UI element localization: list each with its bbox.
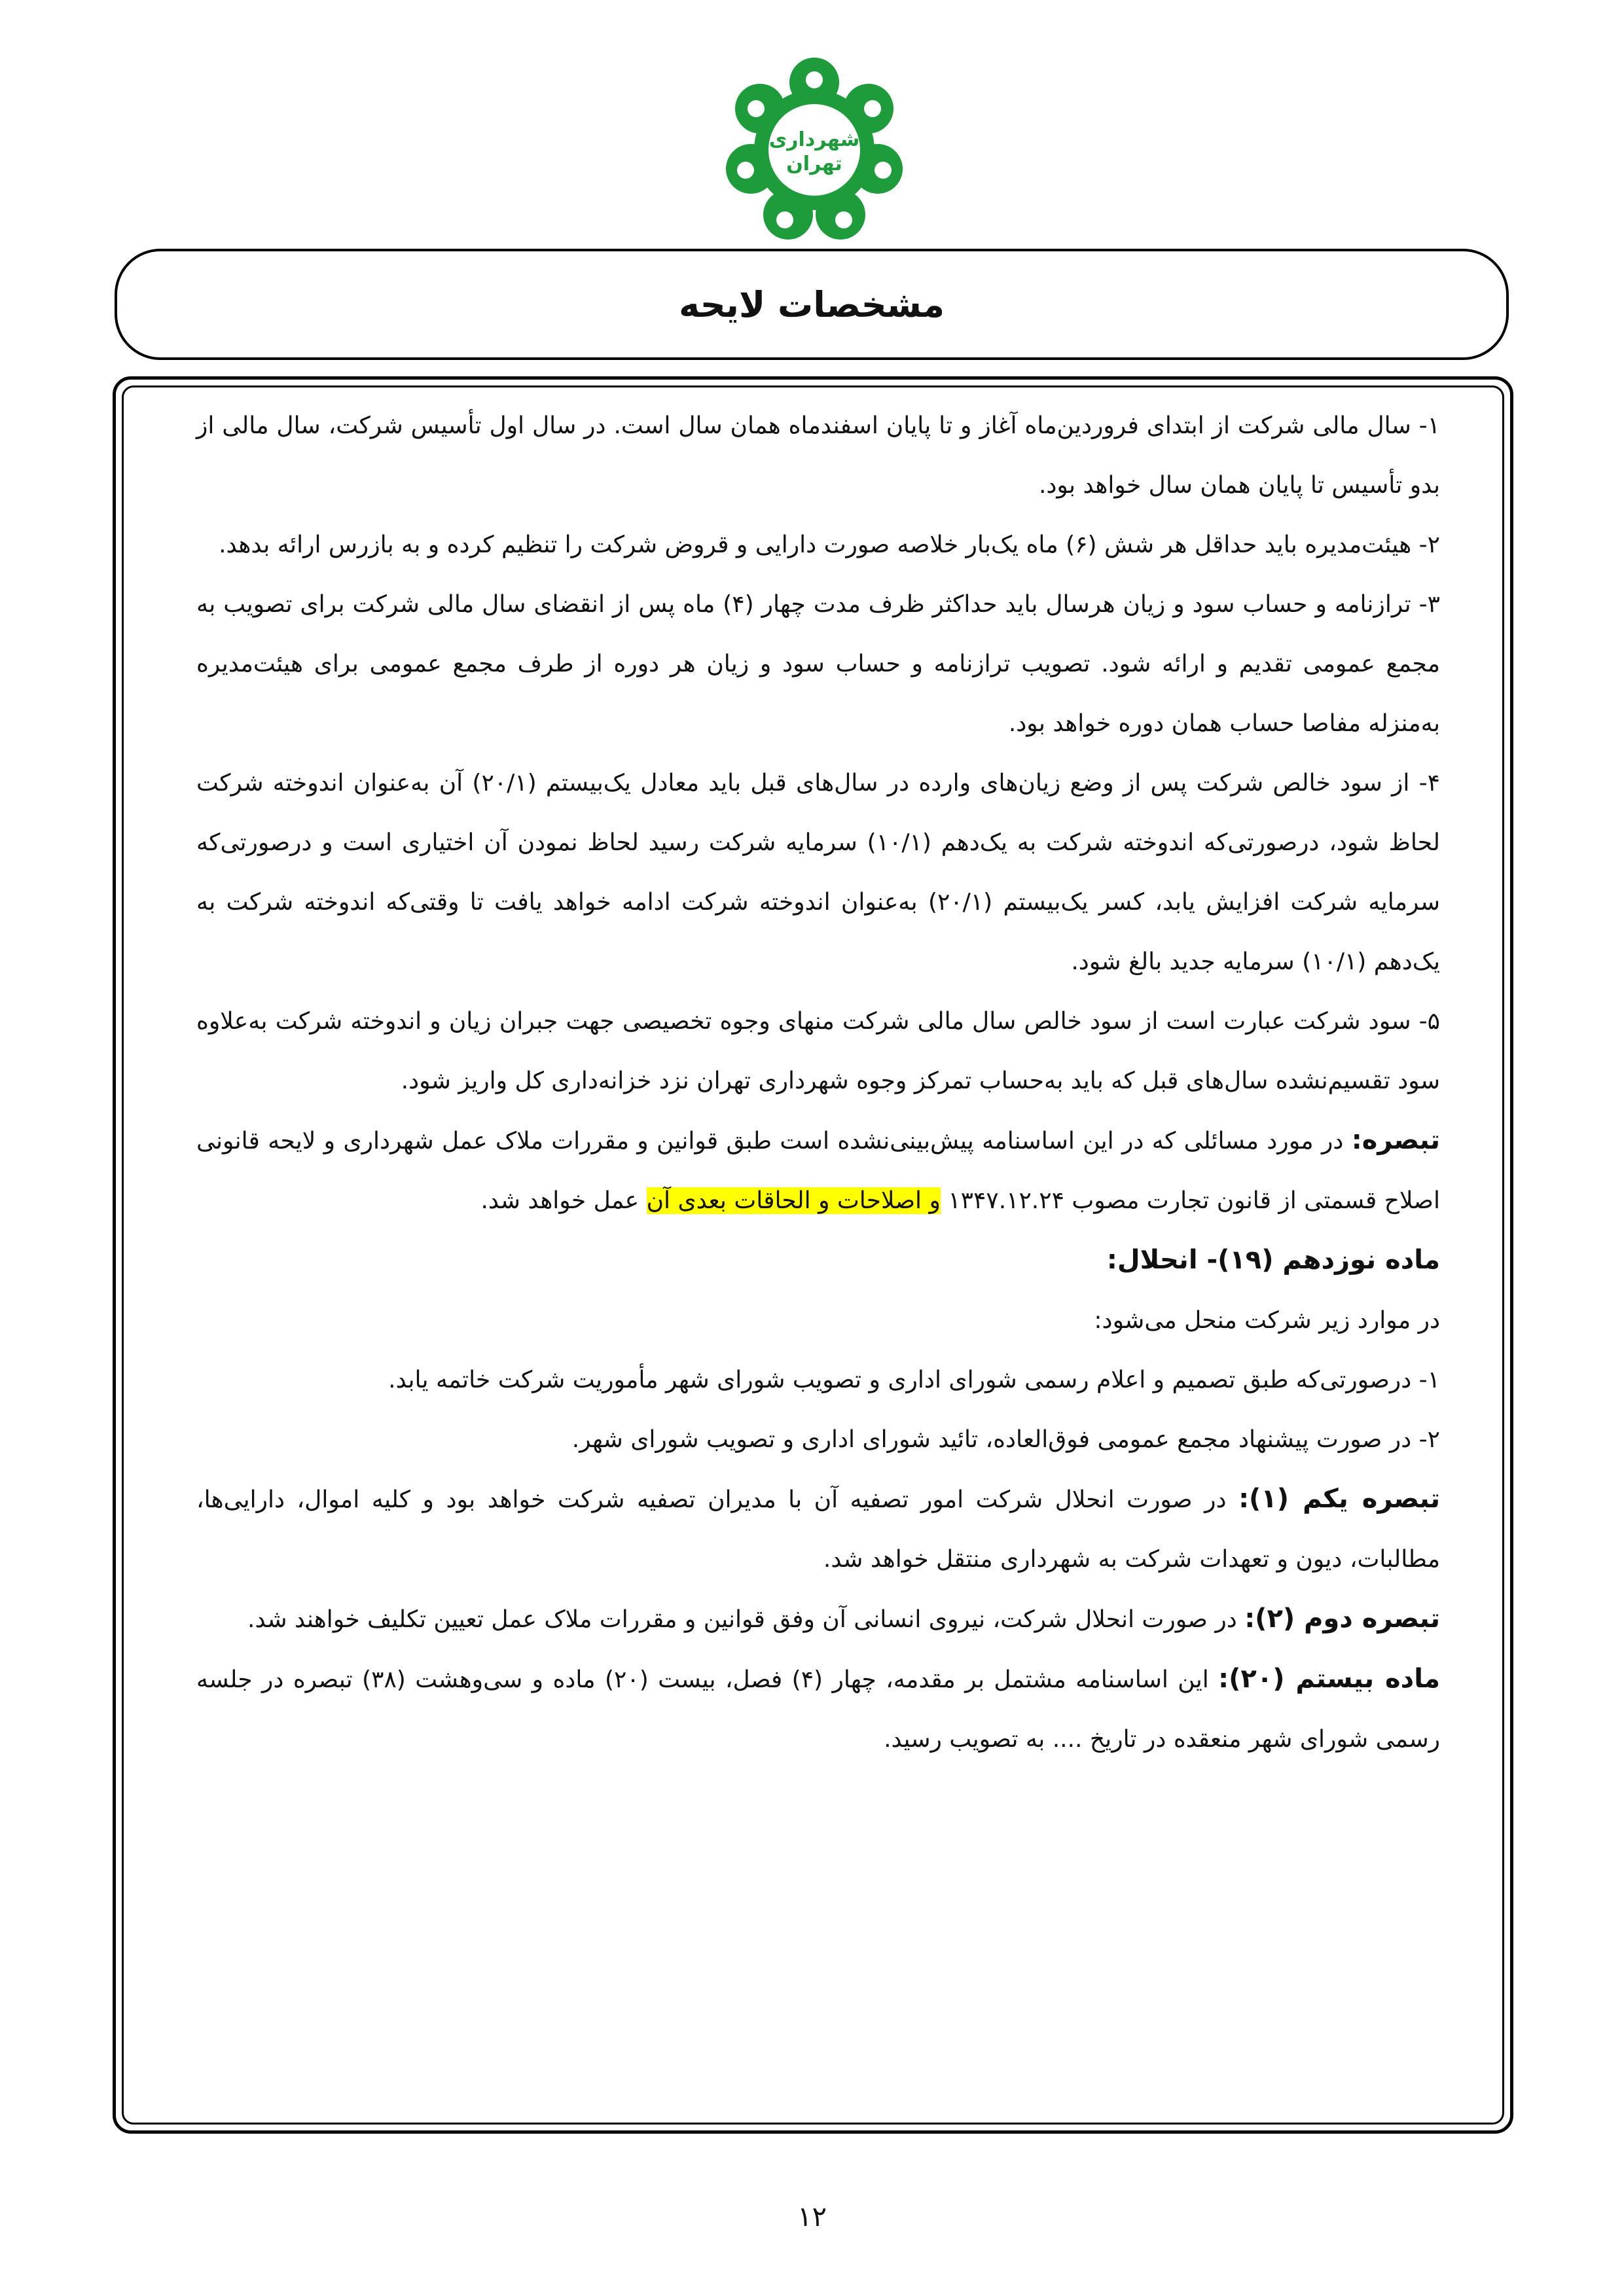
- note-highlight: و اصلاحات و الحاقات بعدی آن: [646, 1187, 941, 1214]
- article-20-text: این اساسنامه مشتمل بر مقدمه، چهار (۴) فصل، بیست (۲۰) ماده و سی‌وهشت (۳۸) تبصره در جلسه رسمی شورای شهر منعقده در تاریخ .... به تصویب رسید.: [196, 1666, 1440, 1753]
- note-paragraph: [196, 1111, 1440, 1230]
- paragraph-3: ۳- ترازنامه و حساب سود و زیان هرسال باید حداکثر ظرف مدت چهار (۴) ماه پس از انقضای سال مالی شرکت برای تصویب به مجمع عمومی تقدیم و ارائه شود. تصویب ترازنامه و حساب سود و زیان هر دوره از طرف مجمع عمومی برای هیئت‌مدیره به‌منزله مفاصا حساب همان دوره خواهد بود.: [196, 591, 1440, 737]
- article-19-item-1: ۱- درصورتی‌که طبق تصمیم و اعلام رسمی شورای اداری و تصویب شورای شهر مأموریت شرکت خاتمه یابد.: [388, 1367, 1440, 1393]
- paragraph-1: ۱- سال مالی شرکت از ابتدای فروردین‌ماه آغاز و تا پایان اسفندماه همان سال است. در سال اول تأسیس شرکت، سال مالی از بدو تأسیس تا پایان همان سال خواهد بود.: [196, 412, 1440, 499]
- note-text-before: در مورد مسائلی که در این اساسنامه پیش‌بینی‌نشده است طبق قوانین و مقررات ملاک عمل شهرداری و لایحه قانونی اصلاح قسمتی از قانون تجارت مصوب ۱۳۴۷.۱۲.۲۴: [196, 1128, 1440, 1214]
- note-label: تبصره:: [1351, 1125, 1440, 1155]
- article-20-paragraph: [196, 1649, 1440, 1769]
- article-19-heading: [196, 1230, 1440, 1291]
- note-1-paragraph: [196, 1469, 1440, 1589]
- note-1-label: تبصره یکم (۱):: [1238, 1484, 1440, 1514]
- tehran-municipality-emblem-icon: [726, 58, 903, 242]
- note-2-text: در صورت انحلال شرکت، نیروی انسانی آن وفق قوانین و مقررات ملاک عمل تعیین تکلیف خواهند شد.: [247, 1606, 1245, 1633]
- page-number: ۱۲: [797, 2200, 827, 2233]
- paragraph-2: ۲- هیئت‌مدیره باید حداقل هر شش (۶) ماه یک‌بار خلاصه صورت دارایی و قروض شرکت را تنظیم کرده و به بازرس ارائه بدهد.: [219, 531, 1440, 558]
- article-19-intro: در موارد زیر شرکت منحل می‌شود:: [1094, 1307, 1440, 1334]
- note-text-after: عمل خواهد شد.: [480, 1187, 647, 1214]
- logo-text-line1: شهرداری: [768, 128, 860, 151]
- document-body: [196, 396, 1440, 1769]
- page-title: مشخصات لایحه: [679, 283, 945, 325]
- article-20-label: ماده بیستم (۲۰):: [1218, 1664, 1440, 1694]
- title-box: [115, 249, 1509, 360]
- article-19-item-2: ۲- در صورت پیشنهاد مجمع عمومی فوق‌العاده، تائید شورای اداری و تصویب شورای شهر.: [571, 1426, 1440, 1453]
- logo-text-line2: تهران: [786, 152, 842, 175]
- note-1-text: در صورت انحلال شرکت امور تصفیه آن با مدیران تصفیه شرکت خواهد بود و کلیه اموال، دارایی‌ها، مطالبات، دیون و تعهدات شرکت به شهرداری منتقل خواهد شد.: [196, 1486, 1440, 1573]
- note-2-label: تبصره دوم (۲):: [1244, 1604, 1440, 1634]
- article-19-heading-text: ماده نوزدهم (۱۹)- انحلال:: [1106, 1245, 1440, 1275]
- paragraph-4: ۴- از سود خالص شرکت پس از وضع زیان‌های وارده در سال‌های قبل باید معادل یک‌بیستم (۲۰/۱) آن به‌عنوان اندوخته شرکت لحاظ شود، درصورتی‌که اندوخته شرکت به یک‌دهم (۱۰/۱) سرمایه شرکت رسید لحاظ نمودن آن اختیاری است و درصورتی‌که سرمایه شرکت افزایش یابد، کسر یک‌بیستم (۲۰/۱) به‌عنوان اندوخته شرکت ادامه خواهد یافت تا وقتی‌که اندوخته شرکت به یک‌دهم (۱۰/۱) سرمایه جدید بالغ شود.: [196, 770, 1440, 975]
- note-2-paragraph: [196, 1589, 1440, 1649]
- paragraph-5: ۵- سود شرکت عبارت است از سود خالص سال مالی شرکت منهای وجوه تخصیصی جهت جبران زیان و اندوخته شرکت به‌علاوه سود تقسیم‌نشده سال‌های قبل که باید به‌حساب تمرکز وجوه شهرداری تهران نزد خزانه‌داری کل واریز شود.: [196, 1008, 1440, 1094]
